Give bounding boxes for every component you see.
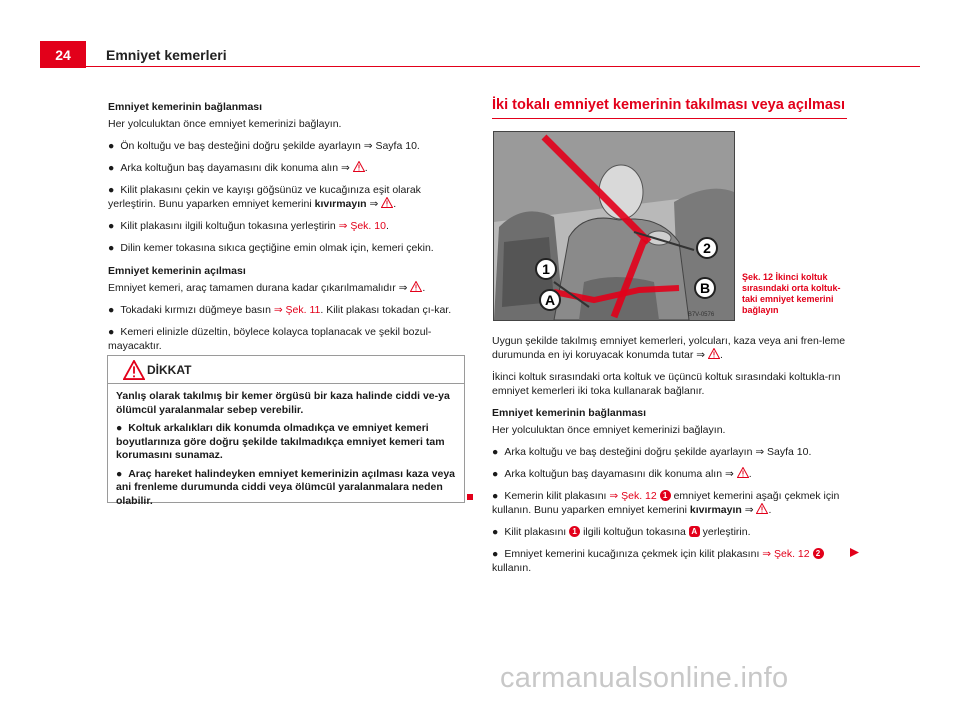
- figure-link[interactable]: ⇒ Şek. 11: [273, 304, 321, 316]
- warning-item: ● Araç hareket halindeyken emniyet kemerinizin açılması kaza veya ani frenleme durumunda ciddi veya ölümcül yaralanmalara neden olabilir.: [116, 467, 456, 507]
- paragraph: Uygun şekilde takılmış emniyet kemerleri, yolcuları, kaza veya ani fren-leme durumunda en iyi koruyacak konumda tutar ⇒ .: [492, 335, 846, 361]
- figure-illustration: [493, 131, 735, 321]
- warning-icon[interactable]: [381, 197, 393, 208]
- warning-icon: [123, 360, 145, 380]
- section-title: İki tokalı emniyet kemerinin takılması veya açılması: [492, 97, 846, 113]
- header-title: Emniyet kemerleri: [106, 47, 227, 63]
- warning-icon[interactable]: [756, 503, 768, 514]
- fasten-heading: Emniyet kemerinin bağlanması: [492, 407, 647, 419]
- warning-header: [108, 356, 464, 384]
- left-column: [108, 100, 463, 361]
- fasten-intro: Her yolculuktan önce emniyet kemerinizi bağlayın.: [492, 424, 726, 436]
- warning-icon[interactable]: [353, 161, 365, 172]
- paragraph: İkinci koltuk sırasındaki orta koltuk ve üçüncü koltuk sırasındaki koltukla-rın emniyet kemerleri iki toka kullanarak bağlanır.: [492, 371, 841, 397]
- warning-box: [107, 355, 465, 507]
- callout-1: 1: [542, 261, 550, 277]
- header-rule: [86, 66, 920, 67]
- list-item: ● Arka koltuğu ve baş desteğini doğru şekilde ayarlayın ⇒ Sayfa 10.: [492, 446, 812, 458]
- section-rule: [492, 118, 847, 119]
- seatbelt-illustration: [494, 132, 734, 320]
- release-intro: Emniyet kemeri, araç tamamen durana kadar çıkarılmamalıdır ⇒ .: [108, 282, 426, 294]
- list-item: ● Kemerin kilit plakasını ⇒ Şek. 12 1 emniyet kemerini aşağı çekmek için kullanın. Bunu yaparken emniyet kemerini kıvırmayın ⇒ .: [492, 490, 840, 516]
- callout-2: 2: [703, 240, 711, 256]
- next-page-arrow-icon[interactable]: [850, 548, 859, 557]
- fasten-heading: Emniyet kemerinin bağlanması: [108, 101, 263, 113]
- fasten-intro: Her yolculuktan önce emniyet kemerinizi bağlayın.: [108, 118, 342, 130]
- list-item: ● Kilit plakasını ilgili koltuğun tokasına yerleştirin ⇒ Şek. 10.: [108, 220, 389, 232]
- warning-body: [108, 384, 464, 508]
- figure-link[interactable]: ⇒ Şek. 10: [338, 220, 386, 232]
- list-item: ● Emniyet kemerini kucağınıza çekmek için kilit plakasını ⇒ Şek. 12 2 kullanın.: [492, 547, 852, 575]
- callout-A: A: [544, 292, 556, 308]
- callout-B: B: [699, 280, 711, 296]
- list-item: ● Arka koltuğun baş dayamasını dik konuma alın ⇒ .: [108, 162, 368, 174]
- right-column: [492, 334, 852, 583]
- list-item: ● Kilit plakasını çekin ve kayışı göğsünüz ve kucağınıza eşit olarak yerleştirin. Bunu yaparken emniyet kemerini kıvırmayın ⇒ .: [108, 184, 421, 210]
- callout-badge: 1: [569, 526, 580, 537]
- warning-icon[interactable]: [708, 348, 720, 359]
- warning-icon[interactable]: [410, 281, 422, 292]
- figure-link[interactable]: ⇒ Şek. 12: [609, 490, 657, 502]
- figure-caption: Şek. 12 İkinci koltuk sırasındaki orta koltuk-taki emniyet kemerini bağlayın: [742, 272, 841, 315]
- release-heading: Emniyet kemerinin açılması: [108, 265, 246, 277]
- figure-link[interactable]: ⇒ Şek. 12: [762, 548, 810, 560]
- warning-icon[interactable]: [737, 467, 749, 478]
- figure-code: B7V-0576: [687, 312, 715, 318]
- warning-title: DİKKAT: [147, 363, 192, 377]
- list-item: ● Arka koltuğun baş dayamasını dik konuma alın ⇒ .: [492, 468, 752, 480]
- list-item: ● Kemeri elinizle düzeltin, böylece kolayca toplanacak ve şekil bozul-mayacaktır.: [108, 326, 432, 352]
- callout-badge: 1: [660, 490, 671, 501]
- warning-item: ● Koltuk arkalıkları dik konumda olmadıkça ve emniyet kemeri boyutlarınıza göre doğru şekilde takılmadıkça emniyet kemeri tam korumasını sunamaz.: [116, 422, 445, 461]
- warning-text: Yanlış olarak takılmış bir kemer örgüsü bir kaza halinde ciddi ve-ya ölümcül yaralanmalar sebep verebilir.: [116, 390, 450, 416]
- watermark: carmanualsonline.info: [500, 662, 789, 694]
- page-number: 24: [40, 41, 86, 68]
- callout-badge: 2: [813, 548, 824, 559]
- section-end-mark: [467, 494, 473, 500]
- callout-badge: A: [689, 526, 700, 537]
- list-item: ● Dilin kemer tokasına sıkıca geçtiğine emin olmak için, kemeri çekin.: [108, 242, 434, 254]
- list-item: ● Ön koltuğu ve baş desteğini doğru şekilde ayarlayın ⇒ Sayfa 10.: [108, 140, 420, 152]
- list-item: ● Tokadaki kırmızı düğmeye basın ⇒ Şek. 11. Kilit plakası tokadan çı-kar.: [108, 304, 452, 316]
- list-item: ● Kilit plakasını 1 ilgili koltuğun tokasına A yerleştirin.: [492, 526, 751, 538]
